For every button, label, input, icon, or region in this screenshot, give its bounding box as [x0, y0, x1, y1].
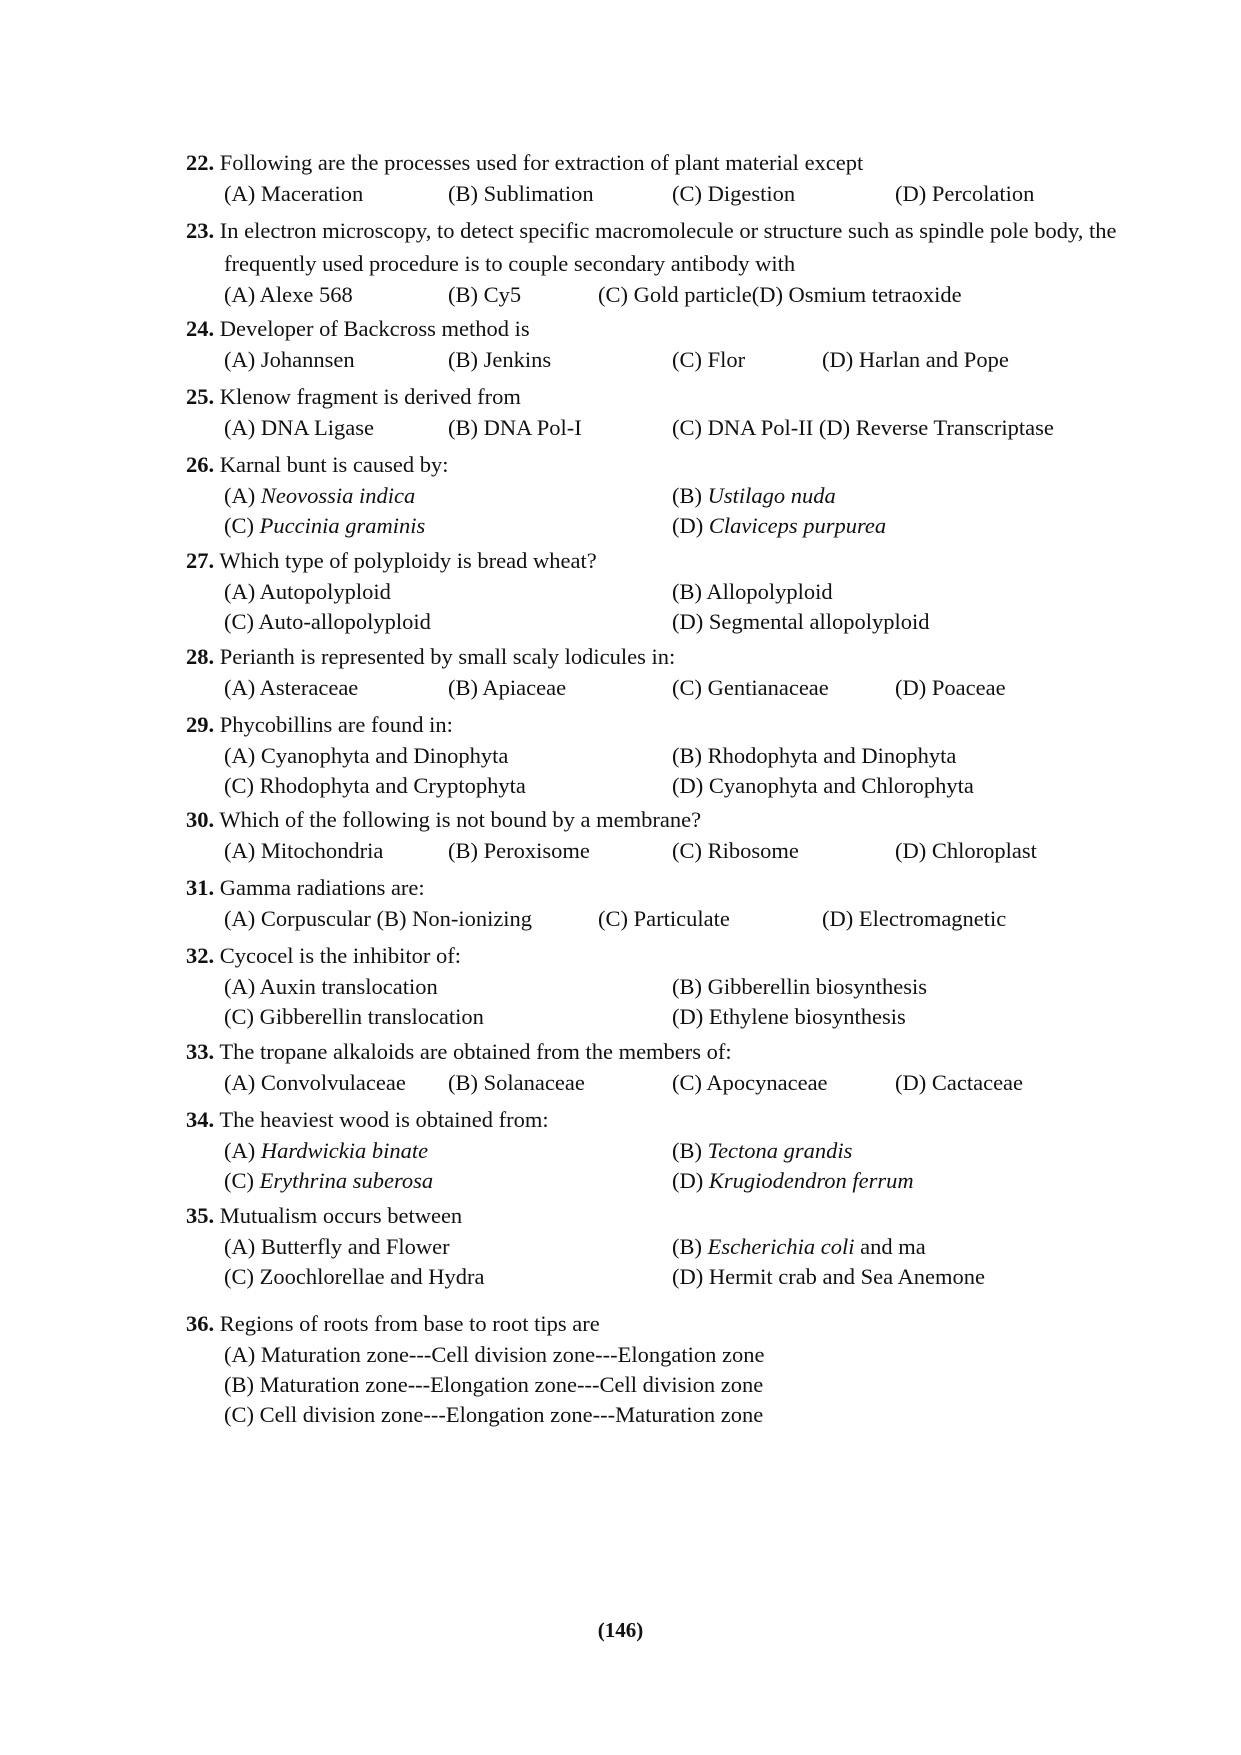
- option-b: (B) Escherichia coli and ma: [672, 1234, 926, 1259]
- question-33: [186, 1035, 1126, 1098]
- option-b: (B) Jenkins: [448, 347, 552, 372]
- options-row: [224, 577, 1126, 607]
- option-a: (A) DNA Ligase: [224, 415, 374, 440]
- question-number: 33.: [186, 1039, 215, 1064]
- question-number: 28.: [186, 644, 215, 669]
- option-c: (C) Particulate: [598, 906, 730, 931]
- question-number: 35.: [186, 1203, 215, 1228]
- question-number: 24.: [186, 316, 215, 341]
- question-text: The tropane alkaloids are obtained from the members of:: [219, 1039, 732, 1064]
- question-text: Karnal bunt is caused by:: [219, 452, 449, 477]
- option-b: (B) Ustilago nuda: [672, 483, 836, 508]
- option-c: (C) Zoochlorellae and Hydra: [224, 1264, 485, 1289]
- question-text: Klenow fragment is derived from: [219, 384, 521, 409]
- question-number: 27.: [186, 548, 215, 573]
- options-row: [224, 1400, 1126, 1430]
- option-d: (D) Hermit crab and Sea Anemone: [672, 1264, 986, 1289]
- option-a: (A) Asteraceae: [224, 675, 359, 700]
- options-row: [224, 345, 1126, 375]
- options-row: [224, 1370, 1126, 1400]
- option-b: (B) Maturation zone---Elongation zone---Cell division zone: [224, 1372, 764, 1397]
- options-row: [224, 1136, 1126, 1166]
- question-number: 23.: [186, 218, 215, 243]
- question-text: In electron microscopy, to detect specific macromolecule or structure such as spindle pole body, the frequently used procedure is to couple secondary antibody with: [219, 218, 1117, 276]
- question-stem: [186, 544, 1126, 577]
- page-number: (146): [597, 1618, 644, 1642]
- question-text: Developer of Backcross method is: [219, 316, 530, 341]
- question-stem: [186, 871, 1126, 904]
- option-a: (A) Mitochondria: [224, 838, 384, 863]
- option-b: (B) Apiaceae: [448, 675, 567, 700]
- option-b: (B) Rhodophyta and Dinophyta: [672, 743, 957, 768]
- option-c: (C) Gibberellin translocation: [224, 1004, 484, 1029]
- option-b: (B) Cy5: [448, 282, 522, 307]
- question-31: [186, 871, 1126, 934]
- option-a: (A) Maturation zone---Cell division zone---Elongation zone: [224, 1342, 765, 1367]
- option-d: (D) Poaceae: [895, 675, 1006, 700]
- question-26: [186, 448, 1126, 541]
- question-stem: [186, 640, 1126, 673]
- options-row: [224, 1068, 1126, 1098]
- option-c: (C) Gentianaceae: [672, 675, 829, 700]
- option-c: (C) Apocynaceae: [672, 1070, 828, 1095]
- option-b: (B) Sublimation: [448, 181, 594, 206]
- question-number: 25.: [186, 384, 215, 409]
- options-row: [224, 413, 1126, 443]
- question-text: Perianth is represented by small scaly lodicules in:: [219, 644, 676, 669]
- question-stem: [186, 1103, 1126, 1136]
- question-32: [186, 939, 1126, 1032]
- option-c: (C) Rhodophyta and Cryptophyta: [224, 773, 526, 798]
- options-row: [224, 904, 1126, 934]
- option-a: (A) Cyanophyta and Dinophyta: [224, 743, 509, 768]
- question-30: [186, 803, 1126, 866]
- question-number: 29.: [186, 712, 215, 737]
- options-row: [224, 673, 1126, 703]
- options-row: [224, 972, 1126, 1002]
- question-stem: [186, 1199, 1126, 1232]
- question-text: Which type of polyploidy is bread wheat?: [219, 548, 597, 573]
- option-d: (D) Cyanophyta and Chlorophyta: [672, 773, 974, 798]
- question-36: [186, 1307, 1126, 1430]
- question-stem: [186, 803, 1126, 836]
- options-row: [224, 836, 1126, 866]
- question-25: [186, 380, 1126, 443]
- option-a: (A) Butterfly and Flower: [224, 1234, 450, 1259]
- question-stem: [186, 214, 1154, 280]
- option-a: (A) Convolvulaceae: [224, 1070, 406, 1095]
- question-stem: [186, 1035, 1126, 1068]
- question-stem: [186, 1307, 1126, 1340]
- question-number: 22.: [186, 150, 215, 175]
- option-c-d: (C) DNA Pol-II (D) Reverse Transcriptase: [672, 415, 1054, 440]
- option-a: (A) Autopolyploid: [224, 579, 391, 604]
- option-c: (C) Auto-allopolyploid: [224, 609, 431, 634]
- option-a: (A) Auxin translocation: [224, 974, 438, 999]
- option-b: (B) Solanaceae: [448, 1070, 585, 1095]
- question-stem: [186, 939, 1126, 972]
- option-b: (B) Tectona grandis: [672, 1138, 853, 1163]
- question-24: [186, 312, 1126, 375]
- question-29: [186, 708, 1126, 801]
- option-d: (D) Segmental allopolyploid: [672, 609, 930, 634]
- option-b: (B) DNA Pol-I: [448, 415, 582, 440]
- question-text: Which of the following is not bound by a membrane?: [219, 807, 702, 832]
- options-row: [224, 1166, 1126, 1196]
- question-22: [186, 146, 1126, 209]
- options-row: [224, 481, 1126, 511]
- options-row: [224, 741, 1126, 771]
- option-d: (D) Cactaceae: [895, 1070, 1024, 1095]
- option-a: (A) Johannsen: [224, 347, 355, 372]
- question-stem: [186, 146, 1126, 179]
- options-row: [224, 179, 1126, 209]
- option-b: (B) Peroxisome: [448, 838, 590, 863]
- question-stem: [186, 380, 1126, 413]
- question-number: 31.: [186, 875, 215, 900]
- option-b: (B) Gibberellin biosynthesis: [672, 974, 927, 999]
- option-c: (C) Puccinia graminis: [224, 513, 426, 538]
- question-stem: [186, 708, 1126, 741]
- option-a-b: (A) Corpuscular (B) Non-ionizing: [224, 906, 533, 931]
- question-28: [186, 640, 1126, 703]
- option-a: (A) Alexe 568: [224, 282, 353, 307]
- option-c: (C) Cell division zone---Elongation zone---Maturation zone: [224, 1402, 764, 1427]
- option-d: (D) Krugiodendron ferrum: [672, 1168, 914, 1193]
- options-row: [224, 280, 1126, 310]
- option-a: (A) Hardwickia binate: [224, 1138, 429, 1163]
- question-27: [186, 544, 1126, 637]
- option-c-d: (C) Gold particle(D) Osmium tetraoxide: [598, 282, 962, 307]
- options-row: [224, 1232, 1126, 1262]
- question-number: 32.: [186, 943, 215, 968]
- option-c: (C) Flor: [672, 347, 746, 372]
- question-text: Mutualism occurs between: [219, 1203, 463, 1228]
- option-d: (D) Ethylene biosynthesis: [672, 1004, 906, 1029]
- option-d: (D) Percolation: [895, 181, 1035, 206]
- question-number: 34.: [186, 1107, 215, 1132]
- question-text: Following are the processes used for extraction of plant material except: [219, 150, 864, 175]
- question-stem: [186, 448, 1126, 481]
- option-c: (C) Ribosome: [672, 838, 799, 863]
- question-stem: [186, 312, 1126, 345]
- question-23: [186, 214, 1126, 310]
- options-row: [224, 1340, 1126, 1370]
- question-text: Phycobillins are found in:: [219, 712, 453, 737]
- question-text: The heaviest wood is obtained from:: [219, 1107, 549, 1132]
- options-row: [224, 771, 1126, 801]
- options-row: [224, 1002, 1126, 1032]
- question-34: [186, 1103, 1126, 1196]
- question-35: [186, 1199, 1126, 1292]
- option-c: (C) Digestion: [672, 181, 796, 206]
- option-d: (D) Claviceps purpurea: [672, 513, 887, 538]
- question-text: Cycocel is the inhibitor of:: [219, 943, 461, 968]
- question-text: Gamma radiations are:: [219, 875, 425, 900]
- option-d: (D) Chloroplast: [895, 838, 1037, 863]
- options-row: [224, 511, 1126, 541]
- option-d: (D) Harlan and Pope: [822, 347, 1009, 372]
- options-row: [224, 607, 1126, 637]
- question-number: 30.: [186, 807, 215, 832]
- question-text: Regions of roots from base to root tips are: [219, 1311, 600, 1336]
- question-number: 26.: [186, 452, 215, 477]
- option-a: (A) Neovossia indica: [224, 483, 416, 508]
- option-a: (A) Maceration: [224, 181, 364, 206]
- option-c: (C) Erythrina suberosa: [224, 1168, 434, 1193]
- options-row: [224, 1262, 1126, 1292]
- question-number: 36.: [186, 1311, 215, 1336]
- option-b: (B) Allopolyploid: [672, 579, 833, 604]
- option-d: (D) Electromagnetic: [822, 906, 1007, 931]
